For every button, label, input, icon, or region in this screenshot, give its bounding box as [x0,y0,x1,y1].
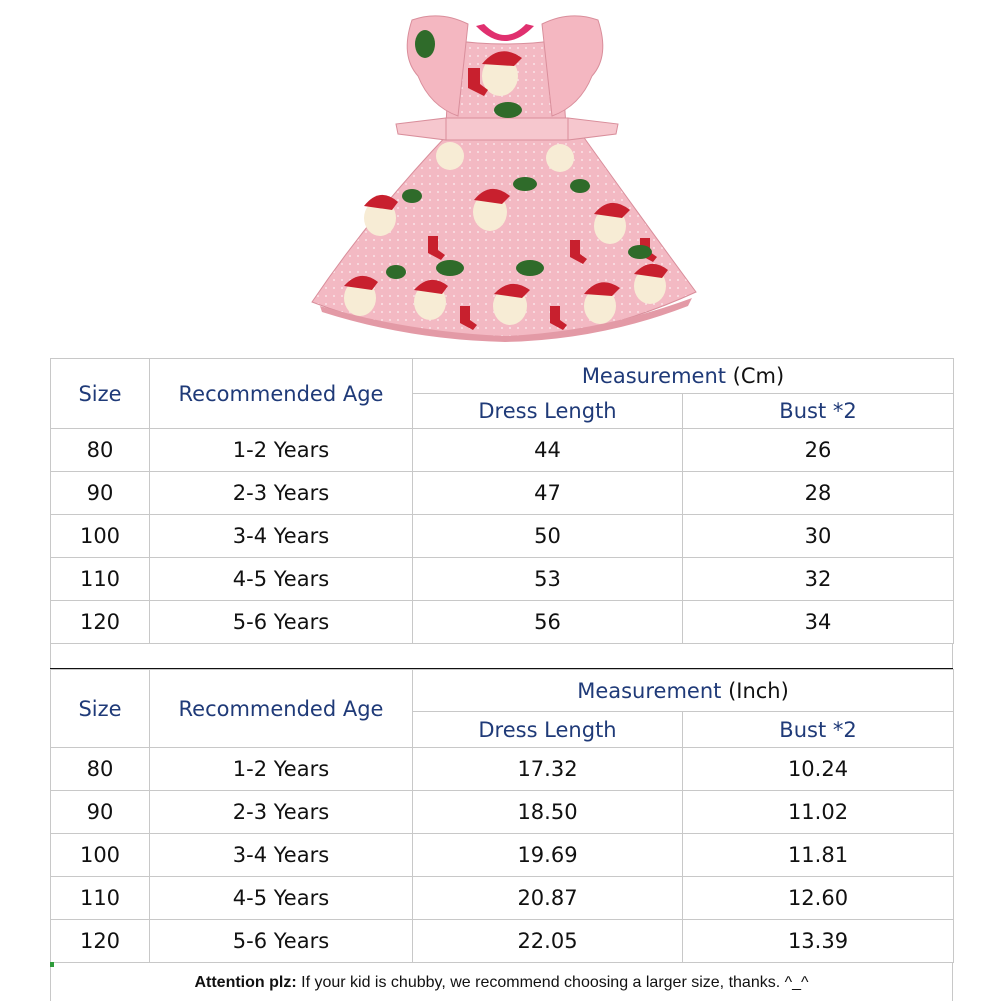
cell-bust: 34 [683,601,954,644]
header-size: Size [51,359,150,429]
cell-length: 56 [413,601,683,644]
cell-age: 4-5 Years [150,877,413,920]
header-bust: Bust *2 [683,394,954,429]
header-bust: Bust *2 [683,712,954,748]
size-chart-cm [50,358,954,644]
cell-size: 80 [51,429,150,472]
cell-length: 17.32 [413,748,683,791]
cell-size: 90 [51,791,150,834]
header-dress-length: Dress Length [413,712,683,748]
cell-size: 120 [51,601,150,644]
table-row [51,558,954,601]
cell-bust: 12.60 [683,877,954,920]
table-row [51,748,954,791]
cell-length: 47 [413,472,683,515]
cell-length: 53 [413,558,683,601]
table-row [51,429,954,472]
notice-text: If your kid is chubby, we recommend choosing a larger size, thanks. ^_^ [296,974,809,991]
header-size: Size [51,670,150,748]
cell-size: 80 [51,748,150,791]
cell-length: 50 [413,515,683,558]
cell-bust: 11.02 [683,791,954,834]
cell-age: 4-5 Years [150,558,413,601]
dress-product-image [300,6,710,348]
cell-bust: 30 [683,515,954,558]
cell-size: 110 [51,558,150,601]
cell-length: 22.05 [413,920,683,963]
cell-size: 120 [51,920,150,963]
cell-size: 90 [51,472,150,515]
cell-size: 110 [51,877,150,920]
cell-length: 20.87 [413,877,683,920]
cell-age: 1-2 Years [150,429,413,472]
header-recommended-age: Recommended Age [150,670,413,748]
cell-bust: 26 [683,429,954,472]
corner-mark [50,962,54,967]
cell-age: 5-6 Years [150,601,413,644]
header-measurement [413,670,954,712]
table-spacer [50,643,953,668]
table-row [51,472,954,515]
header-unit: (Inch) [728,678,789,703]
cell-bust: 32 [683,558,954,601]
cell-length: 18.50 [413,791,683,834]
cell-age: 3-4 Years [150,834,413,877]
table-row [51,515,954,558]
cell-age: 2-3 Years [150,472,413,515]
table-row [51,877,954,920]
cell-bust: 11.81 [683,834,954,877]
cell-size: 100 [51,834,150,877]
header-dress-length: Dress Length [413,394,683,429]
cell-length: 44 [413,429,683,472]
table-row [51,920,954,963]
header-recommended-age: Recommended Age [150,359,413,429]
notice-label: Attention plz: [194,974,297,991]
cell-age: 1-2 Years [150,748,413,791]
header-measurement [413,359,954,394]
cell-bust: 13.39 [683,920,954,963]
cell-length: 19.69 [413,834,683,877]
cell-age: 5-6 Years [150,920,413,963]
cell-size: 100 [51,515,150,558]
cell-bust: 28 [683,472,954,515]
cell-age: 3-4 Years [150,515,413,558]
header-measurement-label: Measurement [581,364,726,388]
header-measurement-label: Measurement [577,678,722,703]
cell-bust: 10.24 [683,748,954,791]
cell-age: 2-3 Years [150,791,413,834]
table-row [51,601,954,644]
size-chart-inch [50,669,954,963]
table-row [51,791,954,834]
attention-notice [50,962,953,1001]
table-row [51,834,954,877]
header-unit: (Cm) [732,364,785,388]
